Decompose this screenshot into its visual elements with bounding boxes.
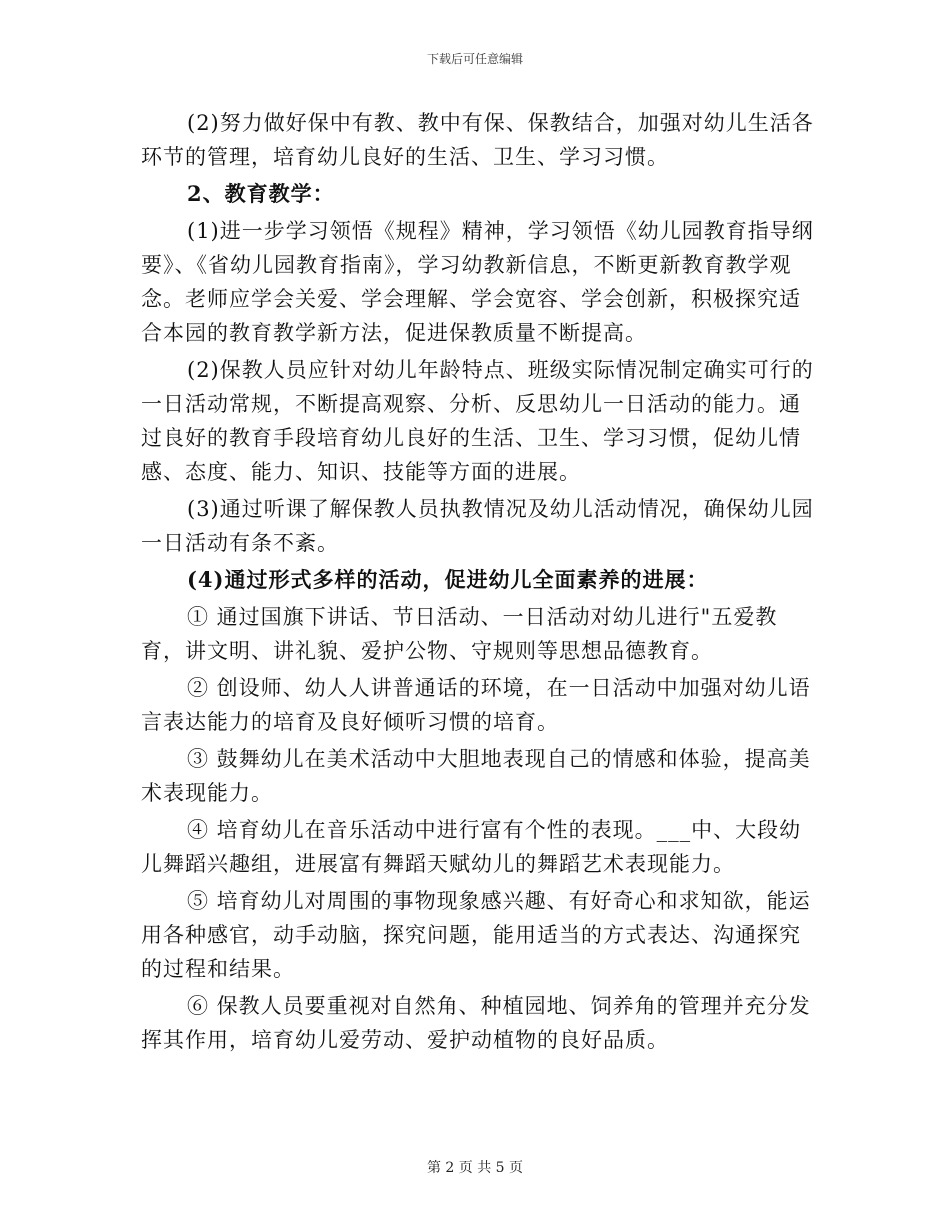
paragraph: (3)通过听课了解保教人员执教情况及幼儿活动情况，确保幼儿园一日活动有条不紊。 bbox=[141, 497, 814, 555]
list-item: ② 创设师、幼人人讲普通话的环境，在一日活动中加强对幼儿语言表达能力的培育及良好倾听习惯的培育。 bbox=[141, 676, 811, 734]
list-item: ① 通过国旗下讲话、节日活动、一日活动对幼儿进行"五爱教育，讲文明、讲礼貌、爱护公物、守规则等思想品德教育。 bbox=[141, 605, 778, 663]
page-header: 下载后可任意编辑 bbox=[426, 52, 523, 66]
paragraph: (2)努力做好保中有教、教中有保、保教结合，加强对幼儿生活各环节的管理，培育幼儿良好的生活、卫生、学习习惯。 bbox=[141, 111, 814, 169]
document-body bbox=[141, 106, 816, 1060]
section-heading: 2、教育教学： bbox=[187, 181, 335, 206]
paragraph: (2)保教人员应针对幼儿年龄特点、班级实际情况制定确实可行的一日活动常规，不断提高观察、分析、反思幼儿一日活动的能力。通过良好的教育手段培育幼儿良好的生活、卫生、学习习惯，促幼儿情感、态度、能力、知识、技能等方面的进展。 bbox=[141, 358, 814, 484]
list-item: ③ 鼓舞幼儿在美术活动中大胆地表现自己的情感和体验，提高美术表现能力。 bbox=[141, 747, 811, 805]
page-footer: 第 2 页 共 5 页 bbox=[426, 1160, 524, 1176]
list-item: ⑤ 培育幼儿对周围的事物现象感兴趣、有好奇心和求知欲，能运用各种感官，动手动脑，探究问题，能用适当的方式表达、沟通探究的过程和结果。 bbox=[141, 889, 811, 981]
paragraph: (1)进一步学习领悟《规程》精神，学习领悟《幼儿园教育指导纲要》、《省幼儿园教育指南》，学习幼教新信息，不断更新教育教学观念。老师应学会关爱、学会理解、学会宽容、学会创新，积极探究适合本园的教育教学新方法，促进保教质量不断提高。 bbox=[141, 219, 814, 345]
subsection-heading: (4)通过形式多样的活动，促进幼儿全面素养的进展： bbox=[187, 567, 709, 592]
list-item: ④ 培育幼儿在音乐活动中进行富有个性的表现。___中、大段幼儿舞蹈兴趣组，进展富有舞蹈天赋幼儿的舞蹈艺术表现能力。 bbox=[141, 818, 802, 876]
list-item: ⑥ 保教人员要重视对自然角、种植园地、饲养角的管理并充分发挥其作用，培育幼儿爱劳动、爱护动植物的良好品质。 bbox=[141, 994, 811, 1052]
